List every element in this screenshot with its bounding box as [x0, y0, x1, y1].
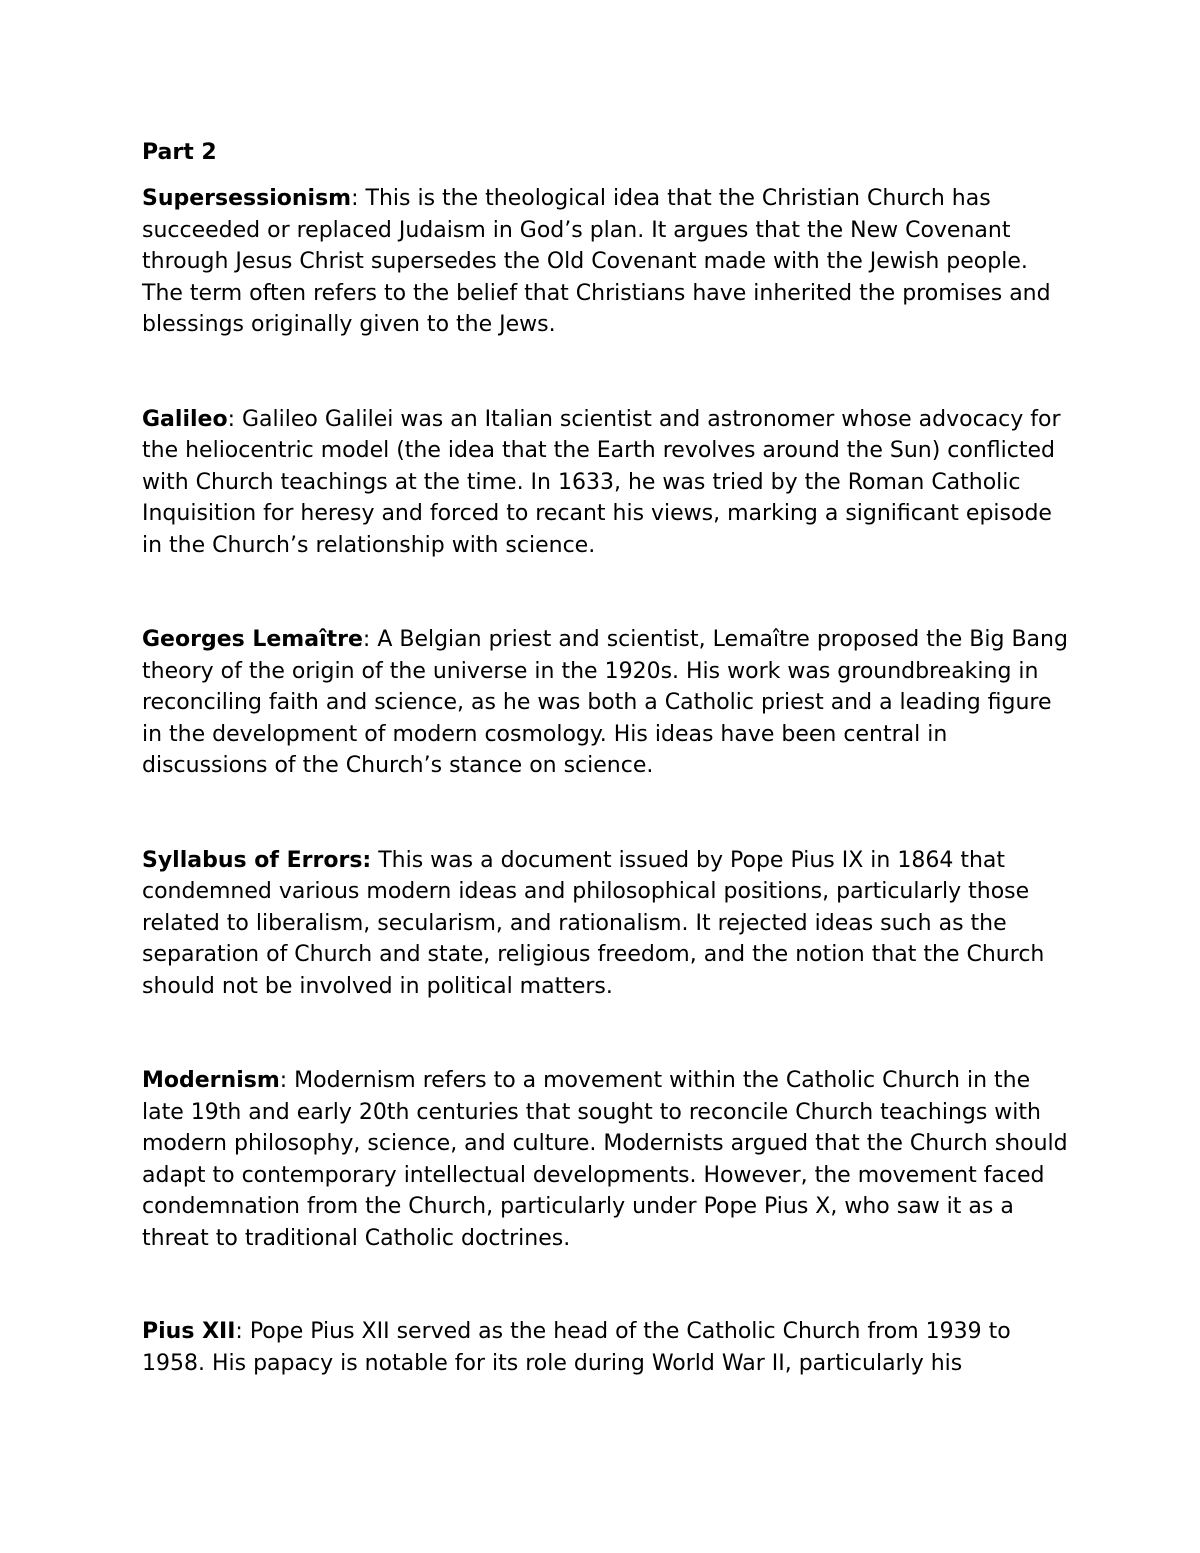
entry-syllabus-of-errors: [142, 845, 1072, 1003]
entry-separator: :: [235, 1319, 250, 1344]
entry-term: Modernism: [142, 1068, 280, 1093]
entry-galileo: [142, 404, 1072, 562]
entry-term: Galileo: [142, 406, 228, 432]
entry-separator: :: [227, 406, 242, 432]
paragraph-gap: [142, 1002, 1072, 1065]
entry-georges-lemaitre: [142, 624, 1072, 782]
entry-term: Supersessionism: [142, 186, 352, 211]
entry-term: Georges Lemaître: [142, 627, 363, 652]
entry-definition: A Belgian priest and scientist, Lemaître proposed the Big Bang theory of the origin of the universe in the 1920s. His work was groundbreaking in reconciling faith and science, as he was both a Catholic priest and a leading figure in the development of modern cosmology. His ideas have been central in discussions of the Church’s stance on science.: [142, 627, 1068, 778]
entry-separator: :: [279, 1068, 295, 1093]
paragraph-gap: [142, 1254, 1072, 1316]
entry-supersessionism: [142, 183, 1072, 341]
entry-definition: This was a document issued by Pope Pius IX in 1864 that condemned various modern ideas and philosophical positions, particularly those related to liberalism, secularism, and rationalism. It rejected ideas such as the separation of Church and state, religious freedom, and the notion that the Church should not be involved in political matters.: [142, 847, 1045, 999]
document-page: [142, 137, 1072, 1379]
entry-definition: Pope Pius XII served as the head of the Catholic Church from 1939 to 1958. His papacy is notable for its role during World War II, particularly his: [142, 1319, 1011, 1376]
entry-term: Syllabus of Errors:: [142, 847, 372, 873]
entry-separator: :: [351, 186, 366, 211]
entry-definition: Galileo Galilei was an Italian scientist and astronomer whose advocacy for the heliocentric model (the idea that the Earth revolves around the Sun) conflicted with Church teachings at the time. In 1633, he was tried by the Roman Catholic Inquisition for heresy and forced to recant his views, marking a significant episode in the Church’s relationship with science.: [142, 406, 1061, 558]
paragraph-gap: [142, 341, 1072, 404]
entry-pius-xii: [142, 1316, 1072, 1379]
entry-separator: :: [362, 627, 378, 652]
part-heading: Part 2: [142, 140, 217, 165]
entry-modernism: [142, 1065, 1072, 1254]
paragraph-gap: [142, 561, 1072, 624]
paragraph-gap: [142, 782, 1072, 845]
entry-definition: This is the theological idea that the Christian Church has succeeded or replaced Judaism in God’s plan. It argues that the New Covenant through Jesus Christ supersedes the Old Covenant made with the Jewish people. The term often refers to the belief that Christians have inherited the promises and blessings originally given to the Jews.: [142, 186, 1051, 337]
entry-definition: Modernism refers to a movement within the Catholic Church in the late 19th and early 20th centuries that sought to reconcile Church teachings with modern philosophy, science, and culture. Modernists argued that the Church should adapt to contemporary intellectual developments. However, the movement faced condemnation from the Church, particularly under Pope Pius X, who saw it as a threat to traditional Catholic doctrines.: [142, 1068, 1068, 1251]
entry-term: Pius XII: [142, 1319, 236, 1344]
